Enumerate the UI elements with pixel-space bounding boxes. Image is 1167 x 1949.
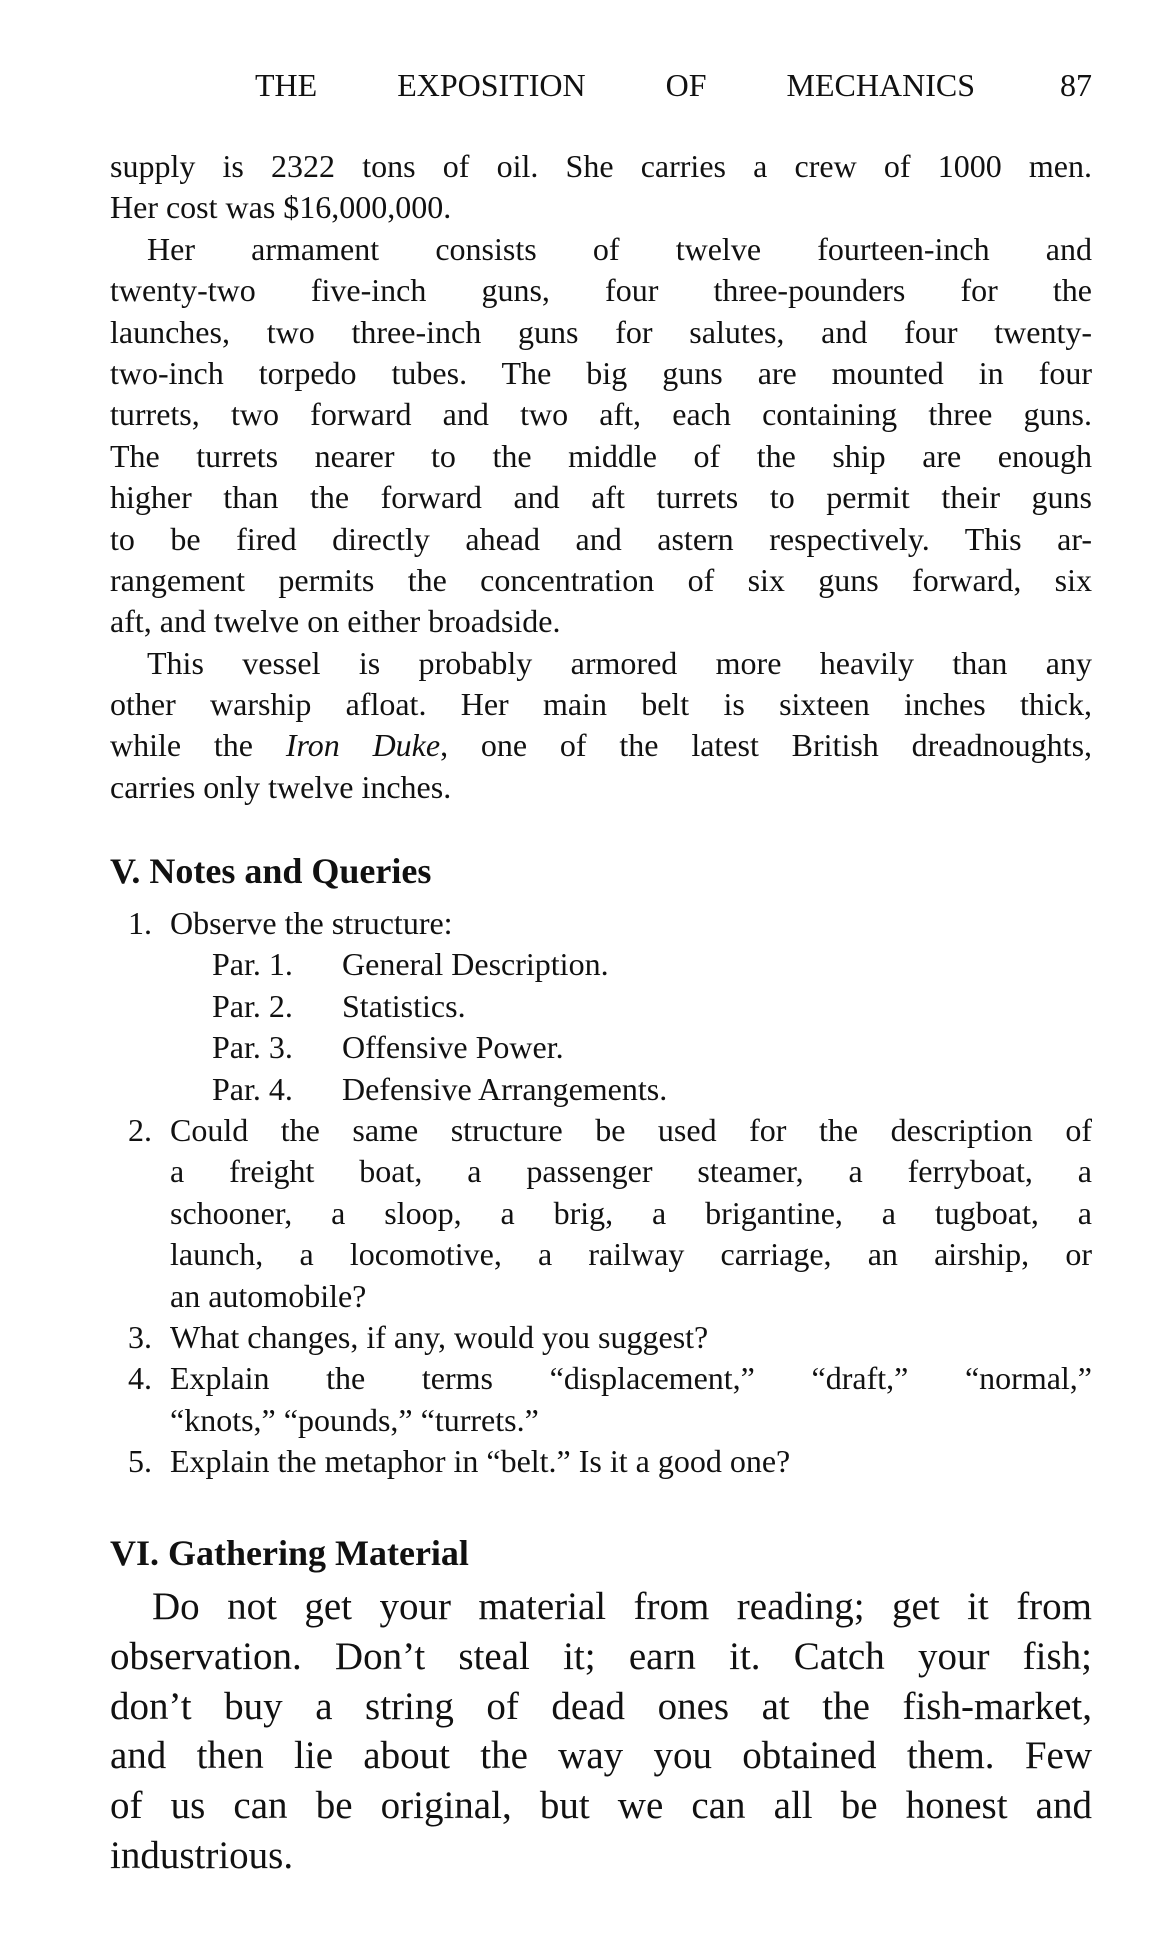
- query-number: 3.: [128, 1318, 152, 1355]
- paragraph-label: Par. 3.: [212, 1029, 293, 1066]
- text-line: turrets, two forward and two aft, each containing three guns.: [110, 396, 1092, 433]
- text-line: Her cost was $16,000,000.: [110, 189, 452, 226]
- text-line: don’t buy a string of dead ones at the fish-market,: [110, 1684, 1092, 1728]
- text-line: of us can be original, but we can all be honest and: [110, 1784, 1092, 1828]
- query-line: [110, 1358, 1092, 1399]
- text-line: twenty-two five-inch guns, four three-pounders for the: [110, 272, 1092, 309]
- running-head: [255, 62, 1092, 108]
- query-text: a freight boat, a passenger steamer, a ferryboat, a: [170, 1153, 1092, 1190]
- query-line: [110, 1110, 1092, 1151]
- paragraph-topic: Defensive Arrangements.: [342, 1070, 668, 1107]
- query-line: [110, 1400, 1092, 1441]
- text-line: [110, 725, 1092, 766]
- structure-item: [110, 1027, 1092, 1068]
- query-text: schooner, a sloop, a brig, a brigantine, a tugboat, a: [170, 1194, 1092, 1231]
- query-number: 2.: [128, 1111, 152, 1148]
- text-segment: , one of the latest British dreadnoughts,: [440, 727, 1092, 764]
- query-line: [110, 1317, 1092, 1358]
- text-line: supply is 2322 tons of oil. She carries a crew of 1000 men.: [110, 148, 1092, 184]
- running-title: THE EXPOSITION OF MECHANICS: [255, 67, 975, 103]
- text-line: observation. Don’t steal it; earn it. Catch your fish;: [110, 1634, 1092, 1678]
- query-text: “knots,” “pounds,” “turrets.”: [170, 1401, 539, 1438]
- body-text: [110, 146, 1092, 808]
- query-text: launch, a locomotive, a railway carriage, an airship, or: [170, 1236, 1092, 1273]
- structure-item: [110, 986, 1092, 1027]
- text-line: The turrets nearer to the middle of the ship are enough: [110, 437, 1092, 474]
- paragraph-topic: Statistics.: [342, 987, 466, 1024]
- paragraph-label: Par. 4.: [212, 1070, 293, 1107]
- closing-paragraph: [110, 1582, 1092, 1881]
- text-line: other warship afloat. Her main belt is sixteen inches thick,: [110, 686, 1092, 723]
- text-line: launches, two three-inch guns for salutes, and four twenty-: [110, 313, 1092, 350]
- structure-item: [110, 944, 1092, 985]
- text-line: aft, and twelve on either broadside.: [110, 603, 561, 640]
- text-line: and then lie about the way you obtained them. Few: [110, 1734, 1092, 1778]
- text-line: Her armament consists of twelve fourteen-inch and: [147, 230, 1092, 267]
- query-line: [110, 1193, 1092, 1234]
- query-text: an automobile?: [170, 1277, 367, 1314]
- query-text: Observe the structure:: [170, 905, 453, 941]
- paragraph-label: Par. 1.: [212, 946, 293, 983]
- query-text: Could the same structure be used for the description of: [170, 1111, 1092, 1148]
- query-line: [110, 1441, 1092, 1482]
- query-line: [110, 1276, 1092, 1317]
- paragraph-topic: General Description.: [342, 946, 609, 983]
- text-line: carries only twelve inches.: [110, 768, 452, 805]
- text-segment: while the: [110, 727, 286, 764]
- query-line: [110, 903, 1092, 944]
- text-line: rangement permits the concentration of six guns forward, six: [110, 561, 1092, 598]
- query-text: Explain the terms “displacement,” “draft,” “normal,”: [170, 1360, 1092, 1397]
- section-heading-notes-and-queries: V. Notes and Queries: [110, 851, 432, 891]
- queries-list: [110, 903, 1092, 1482]
- query-number: 1.: [128, 905, 152, 941]
- text-line: Do not get your material from reading; get it from: [152, 1585, 1092, 1628]
- query-text: Explain the metaphor in “belt.” Is it a good one?: [170, 1443, 791, 1480]
- paragraph-label: Par. 2.: [212, 987, 293, 1024]
- text-line: two-inch torpedo tubes. The big guns are mounted in four: [110, 354, 1092, 391]
- text-line: industrious.: [110, 1833, 294, 1877]
- page-number: 87: [1060, 67, 1092, 103]
- structure-item: [110, 1069, 1092, 1110]
- query-number: 5.: [128, 1443, 152, 1480]
- paragraph-topic: Offensive Power.: [342, 1029, 564, 1066]
- text-line: to be fired directly ahead and astern respectively. This ar-: [110, 520, 1092, 557]
- query-line: [110, 1234, 1092, 1275]
- text-line: higher than the forward and aft turrets to permit their guns: [110, 479, 1092, 516]
- query-text: What changes, if any, would you suggest?: [170, 1318, 709, 1355]
- query-number: 4.: [128, 1360, 152, 1397]
- query-line: [110, 1151, 1092, 1192]
- italic-ship-name: Iron Duke: [285, 727, 441, 764]
- section-heading-gathering-material: VI. Gathering Material: [110, 1533, 469, 1573]
- text-line: This vessel is probably armored more heavily than any: [147, 644, 1092, 681]
